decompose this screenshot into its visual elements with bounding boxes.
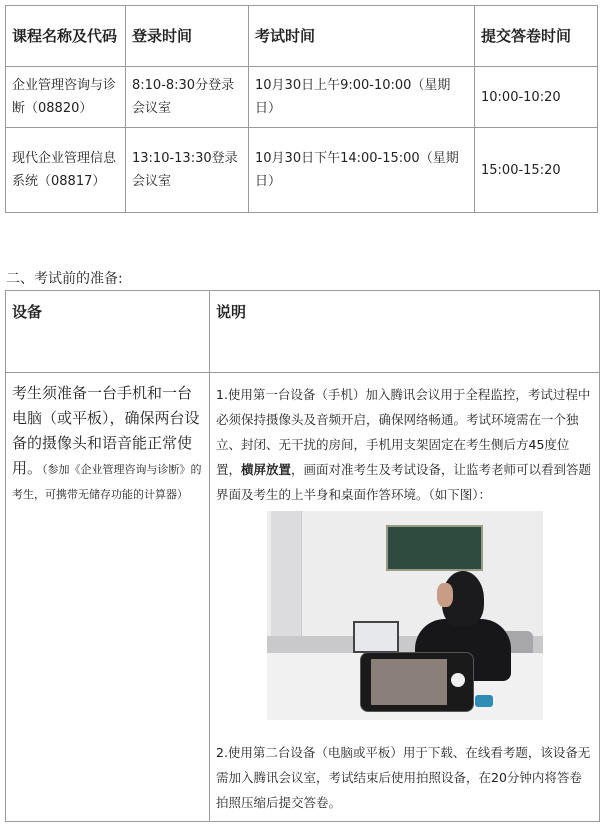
- login-time-cell: 8:10-8:30分登录会议室: [126, 67, 249, 128]
- device-table: [5, 290, 600, 822]
- device-requirement-text: 考生须准备一台手机和一台电脑（或平板），确保两台设备的摄像头和语音能正常使用。: [12, 384, 200, 477]
- header-course: 课程名称及代码: [6, 6, 126, 67]
- instruction-step-1: [216, 382, 593, 507]
- exam-time-cell: 10月30日上午9:00-10:00（星期日）: [249, 67, 475, 128]
- calculator-note: （参加《企业管理咨询与诊断》的考生，可携带无储存功能的计算器）: [12, 463, 202, 501]
- table-row: [6, 373, 600, 822]
- device-description-cell: [210, 373, 600, 822]
- course-cell: 企业管理咨询与诊断（08820）: [6, 67, 126, 128]
- exam-time-cell: 10月30日下午14:00-15:00（星期日）: [249, 128, 475, 213]
- login-time-cell: 13:10-13:30登录会议室: [126, 128, 249, 213]
- header-exam-time: 考试时间: [249, 6, 475, 67]
- step-1-text-end: ，画面对准考生及考试设备，让监考老师可以看到答题界面及考生的上半身和桌面作答环境。（如下图）：: [216, 462, 592, 502]
- header-login-time: 登录时间: [126, 6, 249, 67]
- device-requirement-cell: [6, 373, 210, 822]
- table-row: [6, 67, 598, 128]
- schedule-table: [5, 5, 598, 213]
- phone-on-stand: [360, 652, 474, 712]
- table-row: [6, 128, 598, 213]
- landscape-emphasis: 横屏放置: [241, 462, 292, 477]
- course-cell: 现代企业管理信息系统（08817）: [6, 128, 126, 213]
- blackboard: [386, 525, 483, 571]
- device-header-row: [6, 291, 600, 373]
- header-description: 说明: [210, 291, 600, 373]
- submit-time-cell: 10:00-10:20: [475, 67, 598, 128]
- section-title: 二、考试前的准备:: [6, 271, 123, 287]
- schedule-header-row: [6, 6, 598, 67]
- instruction-step-2: 2.使用第二台设备（电脑或平板）用于下载、在线看考题，该设备无需加入腾讯会议室，考试结束后使用拍照设备，在20分钟内将答卷拍照压缩后提交答卷。: [216, 745, 591, 810]
- step-1-text: 1.使用第一台设备（手机）加入腾讯会议用于全程监控，考试过程中必须保持摄像头及音频开启，确保网络畅通。考试环境需在一个独立、封闭、无干扰的房间，手机用支架固定在考生侧后方45度位置，: [216, 387, 591, 477]
- laptop: [353, 621, 399, 653]
- submit-time-cell: 15:00-15:20: [475, 128, 598, 213]
- header-submit-time: 提交答卷时间: [475, 6, 598, 67]
- header-device: 设备: [6, 291, 210, 373]
- exam-setup-photo: [267, 511, 543, 720]
